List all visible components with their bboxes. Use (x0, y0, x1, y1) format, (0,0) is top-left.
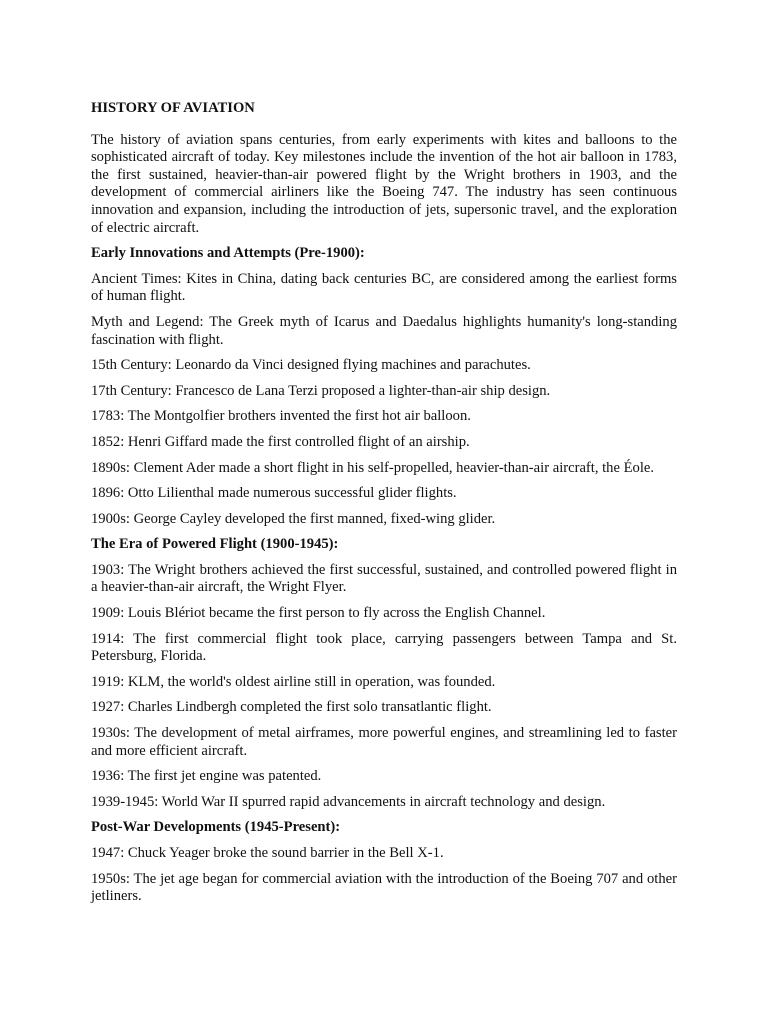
timeline-entry: 1919: KLM, the world's oldest airline still in operation, was founded. (91, 673, 496, 690)
timeline-entry: 1930s: The development of metal airframes, more powerful engines, and streamlining led to faster and more efficient aircraft. (91, 725, 677, 759)
timeline-entry: 1852: Henri Giffard made the first controlled flight of an airship. (91, 433, 470, 450)
timeline-entry: Myth and Legend: The Greek myth of Icarus and Daedalus highlights humanity's long-standing fascination with flight. (91, 313, 677, 348)
timeline-entry: 17th Century: Francesco de Lana Terzi proposed a lighter-than-air ship design. (91, 382, 551, 399)
timeline-entry: 1936: The first jet engine was patented. (91, 768, 322, 785)
timeline-entry: 15th Century: Leonardo da Vinci designed flying machines and parachutes. (91, 357, 531, 374)
timeline-entry: 1950s: The jet age began for commercial aviation with the introduction of the Boeing 707 and other jetliners. (91, 870, 677, 905)
section-heading: Post-War Developments (1945-Present): (91, 819, 341, 836)
timeline-entry: 1896: Otto Lilienthal made numerous successful glider flights. (91, 485, 457, 502)
intro-paragraph: The history of aviation spans centuries, from early experiments with kites and balloons to the sophisticated aircraft of today. Key milestones include the invention of the hot air balloon in 1783, the first sustained, heavier-than-air powered flight by the Wright brothers in 1903, and the development of commercial airliners like the Boeing 747. The industry has seen continuous innovation and expansion, including the introduction of jets, supersonic travel, and the exploration of electric aircraft. (91, 131, 677, 236)
timeline-entry: 1914: The first commercial flight took place, carrying passengers between Tampa and St. Petersburg, Florida. (91, 630, 677, 665)
section-early-innovations (91, 245, 677, 528)
section-powered-flight (91, 536, 677, 811)
timeline-entry: 1909: Louis Blériot became the first person to fly across the English Channel. (91, 605, 546, 622)
section-heading: The Era of Powered Flight (1900-1945): (91, 536, 339, 553)
timeline-entry: 1783: The Montgolfier brothers invented the first hot air balloon. (91, 408, 471, 425)
timeline-entry: 1900s: George Cayley developed the first manned, fixed-wing glider. (91, 510, 496, 527)
timeline-entry: Ancient Times: Kites in China, dating back centuries BC, are considered among the earliest forms of human flight. (91, 270, 677, 305)
timeline-entry: 1890s: Clement Ader made a short flight in his self-propelled, heavier-than-air aircraft, the Éole. (91, 459, 654, 476)
section-post-war (91, 819, 677, 905)
document-page (91, 100, 677, 914)
timeline-entry: 1927: Charles Lindbergh completed the first solo transatlantic flight. (91, 699, 492, 716)
timeline-entry: 1947: Chuck Yeager broke the sound barrier in the Bell X-1. (91, 845, 444, 861)
document-title: HISTORY OF AVIATION (91, 100, 255, 116)
timeline-entry: 1903: The Wright brothers achieved the first successful, sustained, and controlled powered flight in a heavier-than-air aircraft, the Wright Flyer. (91, 561, 677, 596)
section-heading: Early Innovations and Attempts (Pre-1900): (91, 245, 365, 262)
timeline-entry: 1939-1945: World War II spurred rapid advancements in aircraft technology and design. (91, 793, 606, 810)
